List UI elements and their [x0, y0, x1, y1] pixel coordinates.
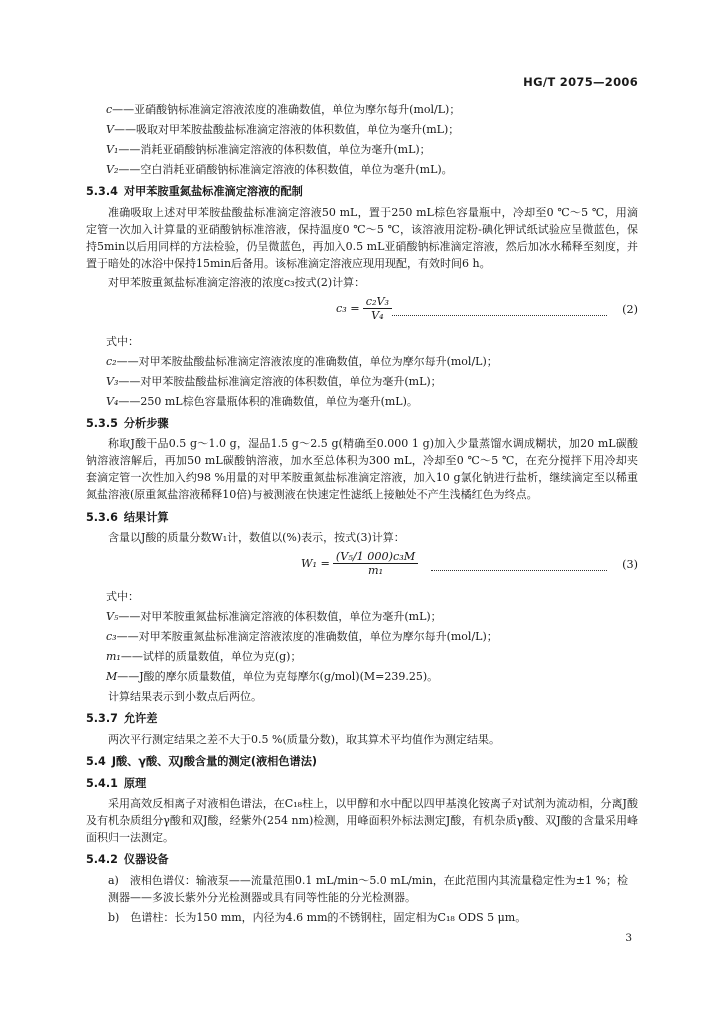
definition-item: M——J酸的摩尔质量数值，单位为克每摩尔(g/mol)(M=239.25)。: [106, 670, 439, 684]
page-number: 3: [625, 932, 632, 944]
definition-item: V₄——250 mL棕色容量瓶体积的准确数值，单位为毫升(mL)。: [106, 394, 418, 408]
section-heading-5-3-4: 5.3.4 对甲苯胺重氮盐标准滴定溶液的配制: [86, 185, 303, 199]
definition-item: V₂——空白消耗亚硝酸钠标准滴定溶液的体积数值，单位为毫升(mL)。: [106, 163, 453, 177]
fraction: $\frac{\text{c₂V₃}}{\text{V₄}}$: [363, 295, 392, 323]
section-heading-5-4-1: 5.4.1 原理: [86, 776, 147, 790]
top-definitions: [86, 101, 638, 178]
list-item: a) 液相色谱仪：输液泵——流量范围0.1 mL/min～5.0 mL/min，在此范围内其流量稳定性为±1 %；检测器——多波长紫外分光检测器或具有同等性能的分光检测器。: [108, 873, 628, 904]
definition-item: m₁——试样的质量数值，单位为克(g)；: [106, 650, 302, 664]
result-note: 计算结果表示到小数点后两位。: [108, 690, 262, 704]
leader-dots: [392, 307, 607, 316]
where-label: 式中：: [106, 589, 139, 603]
equation-number: (2): [622, 302, 638, 316]
definition-item: V₃——对甲苯胺盐酸盐标准滴定溶液的体积数值，单位为毫升(mL)；: [106, 374, 442, 388]
formula-intro: 含量以J酸的质量分数W₁计，数值以(%)表示，按式(3)计算：: [108, 530, 405, 544]
section-paragraph: 准确吸取上述对甲苯胺盐酸盐标准滴定溶液50 mL，置于250 mL棕色容量瓶中，冷却至0 ℃～5 ℃，用滴定管一次加入计算量的亚硝酸钠标准溶液，保持温度0 ℃～5 ℃，该溶液用淀粉-碘化钾试纸试验应呈微蓝色，保持5min以后用同样的方法检验，仍呈微蓝色，再加入0.5 mL亚硝酸钠标准滴定溶液，然后加冰水稀释至刻度，并置于暗处的冰浴中保持15min后备用。该标准滴定溶液应现用现配，有效时间6 h。: [86, 205, 638, 270]
definition-item: c₂——对甲苯胺盐酸盐标准滴定溶液浓度的准确数值，单位为摩尔每升(mol/L)；: [106, 354, 498, 368]
equation-number: (3): [622, 557, 638, 571]
equation-expression: W₁ = $\frac{\text{(V₅/1 000)c₃M}}{\text{m₁}}$: [301, 550, 418, 578]
formula-intro: 对甲苯胺重氮盐标准滴定溶液的浓度c₃按式(2)计算：: [108, 275, 366, 289]
where-label: 式中：: [106, 334, 139, 348]
equation-3: [86, 550, 638, 584]
definition-item: c——亚硝酸钠标准滴定溶液浓度的准确数值，单位为摩尔每升(mol/L)；: [106, 103, 461, 116]
section-paragraph: 称取J酸干品0.5 g～1.0 g，湿品1.5 g～2.5 g(精确至0.000 1 g)加入少量蒸馏水调成糊状，加20 mL碳酸钠溶液溶解后，再加50 mL碳酸钠溶液，加水至总体积为300 mL，冷却至0 ℃～5 ℃，在充分搅拌下用冷却夹套滴定管一次性加入约98 %用量的对甲苯胺重氮盐标准滴定溶液，加入10 g氯化钠进行盐析，继续滴定至以稀重氮盐溶液(原重氮盐溶液稀释10倍)与被测液在快速定性滤纸上接触处不产生浅橘红色为终点。: [86, 437, 638, 502]
standard-number: HG/T 2075—2006: [523, 75, 638, 89]
definition-item: c₃——对甲苯胺重氮盐标准滴定溶液浓度的准确数值，单位为摩尔每升(mol/L)；: [106, 630, 498, 644]
definition-item: V₅——对甲苯胺重氮盐标准滴定溶液的体积数值，单位为毫升(mL)；: [106, 609, 442, 623]
equation-2: [86, 295, 638, 329]
equation-expression: c₃ = $\frac{\text{c₂V₃}}{\text{V₄}}$: [336, 295, 392, 323]
page-content: [86, 98, 638, 929]
definition-item: V₁——消耗亚硝酸钠标准滴定溶液的体积数值，单位为毫升(mL)；: [106, 143, 431, 157]
section-heading-5-3-6: 5.3.6 结果计算: [86, 510, 169, 524]
section-heading-5-4-2: 5.4.2 仪器设备: [86, 853, 169, 867]
leader-dots: [431, 562, 607, 571]
definition-item: V——吸取对甲苯胺盐酸盐标准滴定溶液的体积数值，单位为毫升(mL)；: [106, 123, 460, 137]
section-heading-5-3-7: 5.3.7 允许差: [86, 712, 158, 726]
section-paragraph: 采用高效反相离子对液相色谱法，在C₁₈柱上，以甲醇和水中配以四甲基溴化铵离子对试剂为流动相，分离J酸及有机杂质组分γ酸和双J酸，经紫外(254 nm)检测，用峰面积外标法测定J酸，有机杂质γ酸、双J酸的含量采用峰面积归一法测定。: [86, 797, 638, 845]
section-heading-5-4: 5.4 J酸、γ酸、双J酸含量的测定(液相色谱法): [86, 754, 318, 768]
fraction: $\frac{\text{(V₅/1 000)c₃M}}{\text{m₁}}$: [333, 550, 418, 578]
section-heading-5-3-5: 5.3.5 分析步骤: [86, 416, 169, 430]
section-paragraph: 两次平行测定结果之差不大于0.5 %(质量分数)，取其算术平均值作为测定结果。: [108, 732, 501, 746]
list-item: b) 色谱柱：长为150 mm，内径为4.6 mm的不锈钢柱，固定相为C₁₈ ODS 5 μm。: [108, 910, 527, 924]
